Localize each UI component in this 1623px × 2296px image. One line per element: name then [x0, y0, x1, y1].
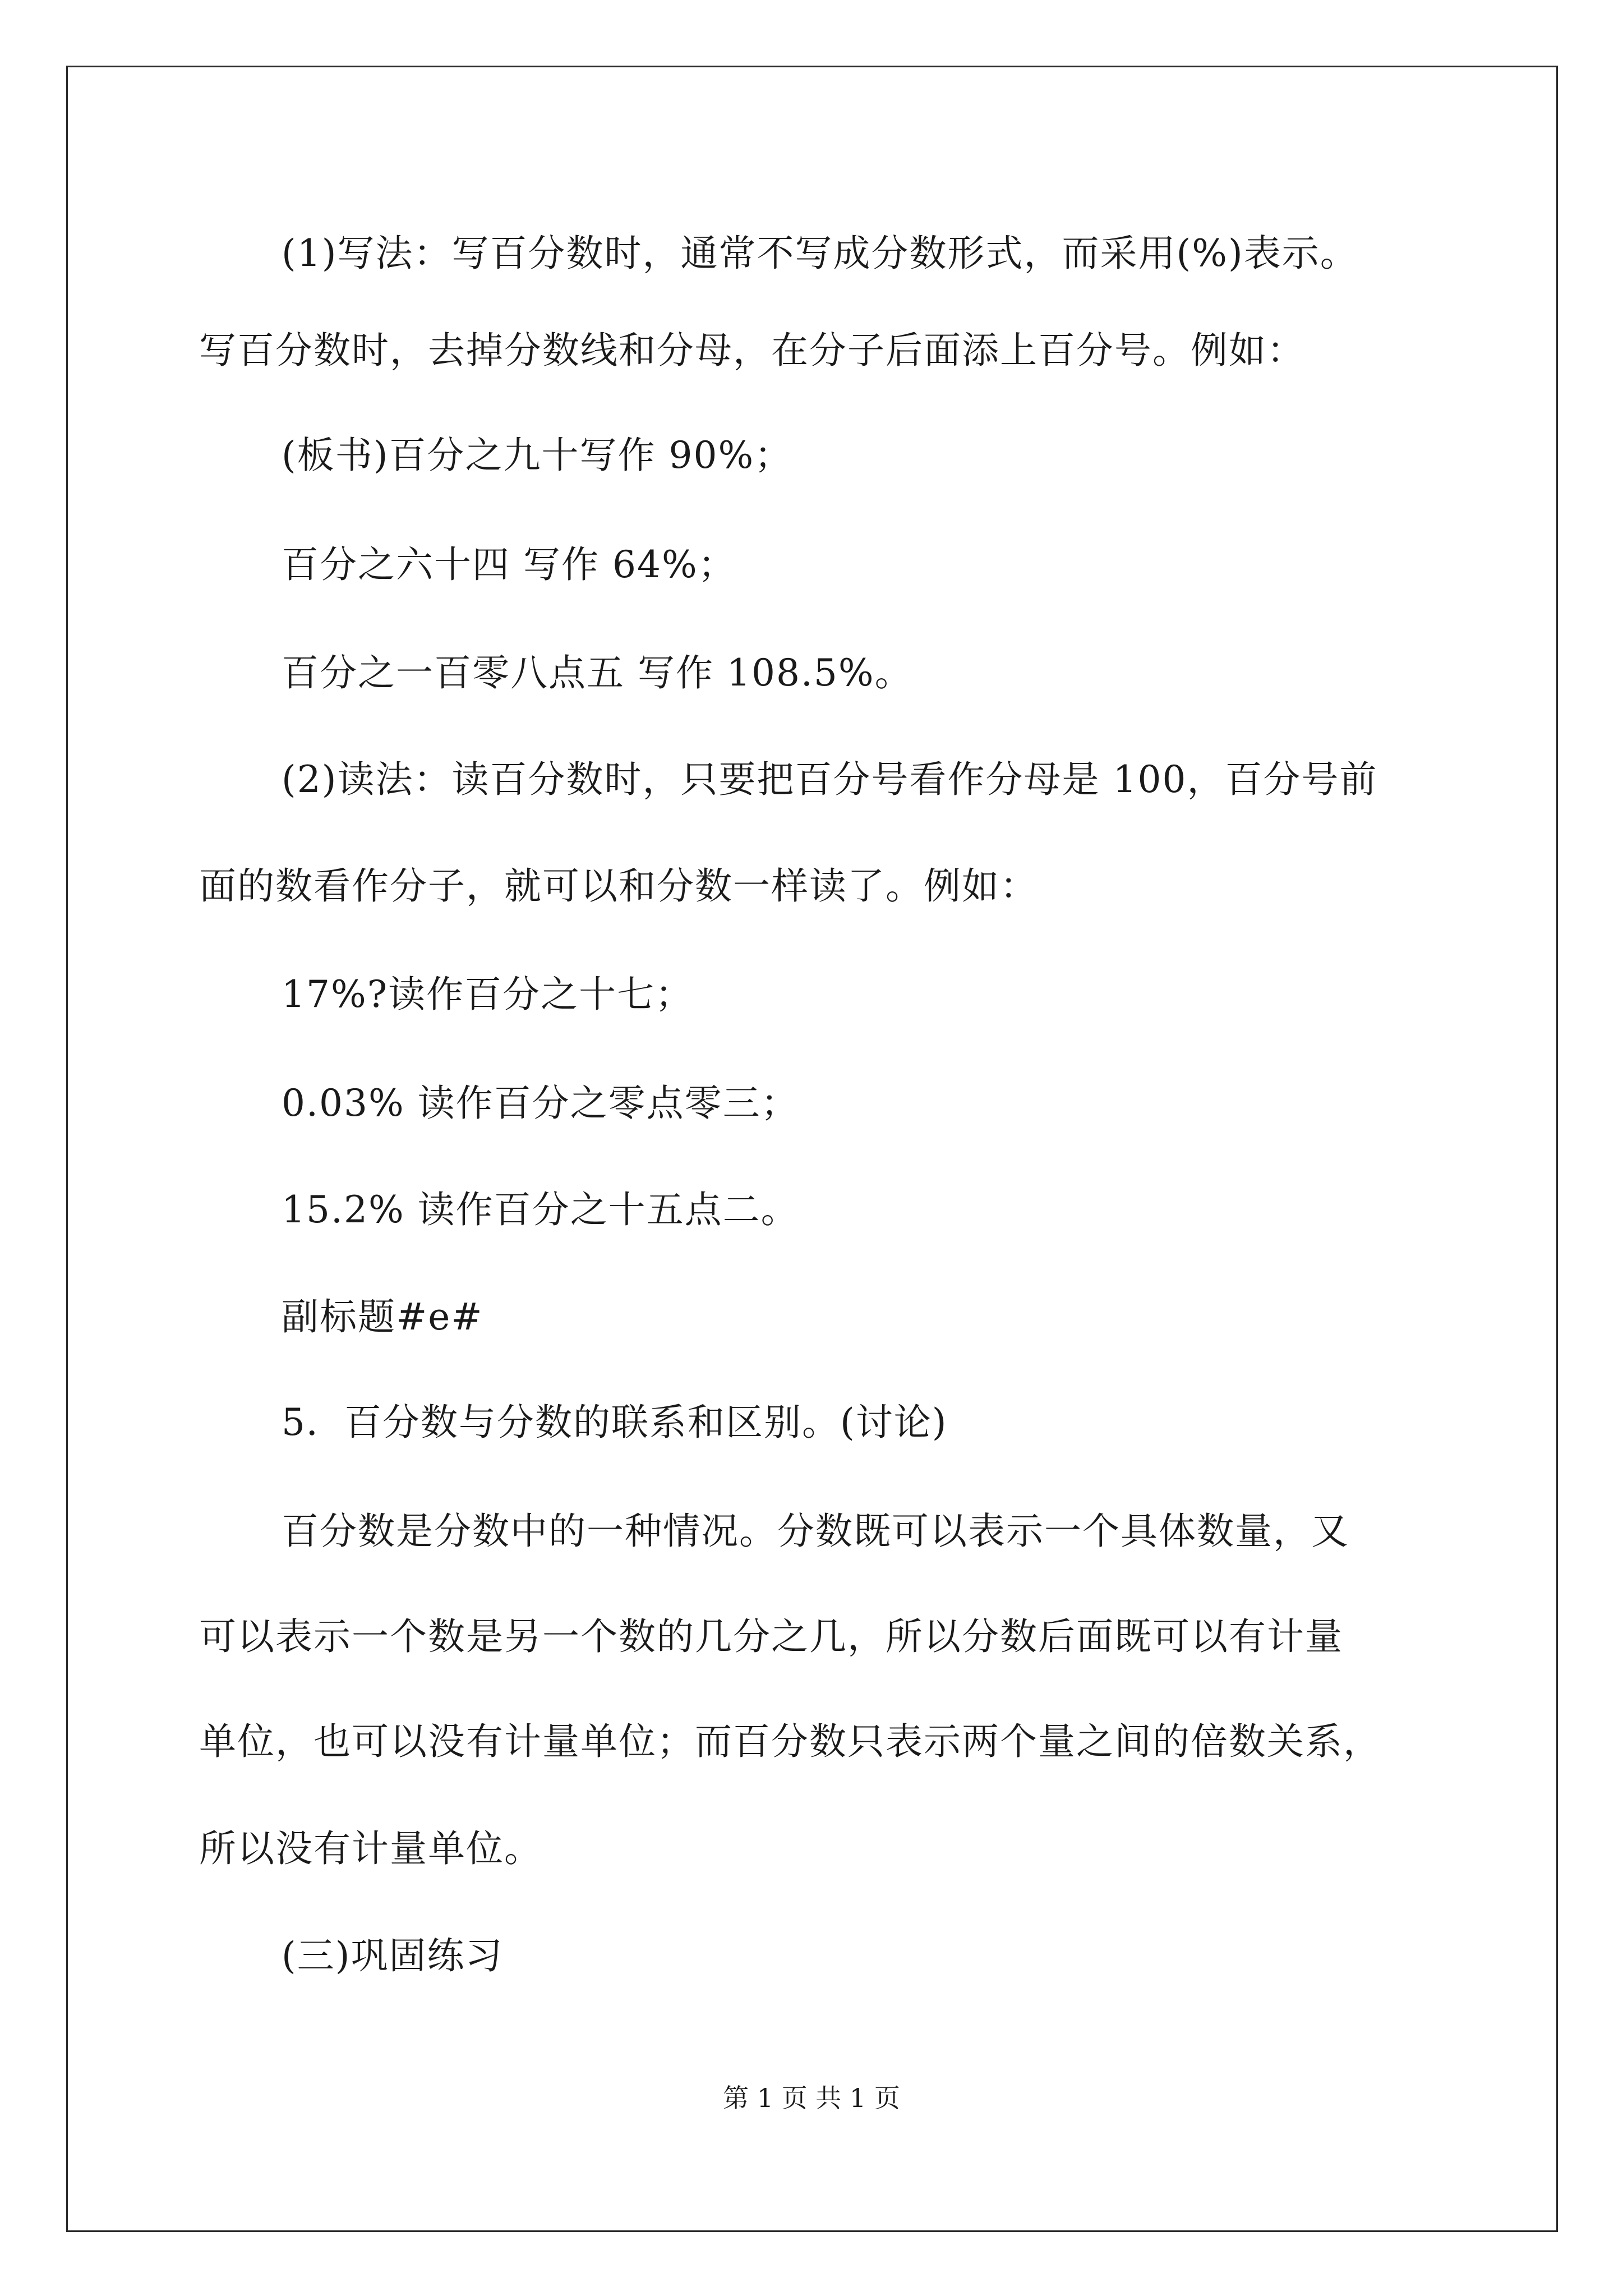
- paragraph-line: 百分之六十四 写作 64%；: [282, 543, 736, 586]
- paragraph-line: (板书)百分之九十写作 90%；: [282, 434, 793, 477]
- paragraph-line: 百分之一百零八点五 写作 108.5%。: [282, 651, 913, 694]
- paragraph-line: (2)读法：读百分数时，只要把百分号看作分母是 100，百分号前: [282, 758, 1378, 801]
- paragraph-line: 0.03% 读作百分之零点零三；: [282, 1082, 799, 1125]
- paragraph-line: 写百分数时，去掉分数线和分母，在分子后面添上百分号。例如：: [199, 329, 1305, 372]
- page-footer: 第 1 页 共 1 页: [723, 2083, 900, 2113]
- paragraph-line: 面的数看作分子，就可以和分数一样读了。例如：: [199, 864, 1038, 908]
- page-border: [66, 66, 1558, 2232]
- paragraph-line: 所以没有计量单位。: [199, 1827, 542, 1870]
- paragraph-line: 17%?读作百分之十七；: [282, 973, 694, 1016]
- subtitle-placeholder: 副标题#e#: [282, 1295, 483, 1338]
- paragraph-line: 单位，也可以没有计量单位；而百分数只表示两个量之间的倍数关系，: [199, 1720, 1381, 1763]
- paragraph-line: 百分数是分数中的一种情况。分数既可以表示一个具体数量，又: [282, 1510, 1349, 1553]
- section-heading: 5．百分数与分数的联系和区别。(讨论): [282, 1401, 948, 1444]
- paragraph-line: 15.2% 读作百分之十五点二。: [282, 1188, 799, 1231]
- paragraph-line: 可以表示一个数是另一个数的几分之几，所以分数后面既可以有计量: [199, 1615, 1343, 1658]
- section-heading: (三)巩固练习: [282, 1934, 504, 1977]
- paragraph-line: (1)写法：写百分数时，通常不写成分数形式，而采用(%)表示。: [282, 232, 1358, 275]
